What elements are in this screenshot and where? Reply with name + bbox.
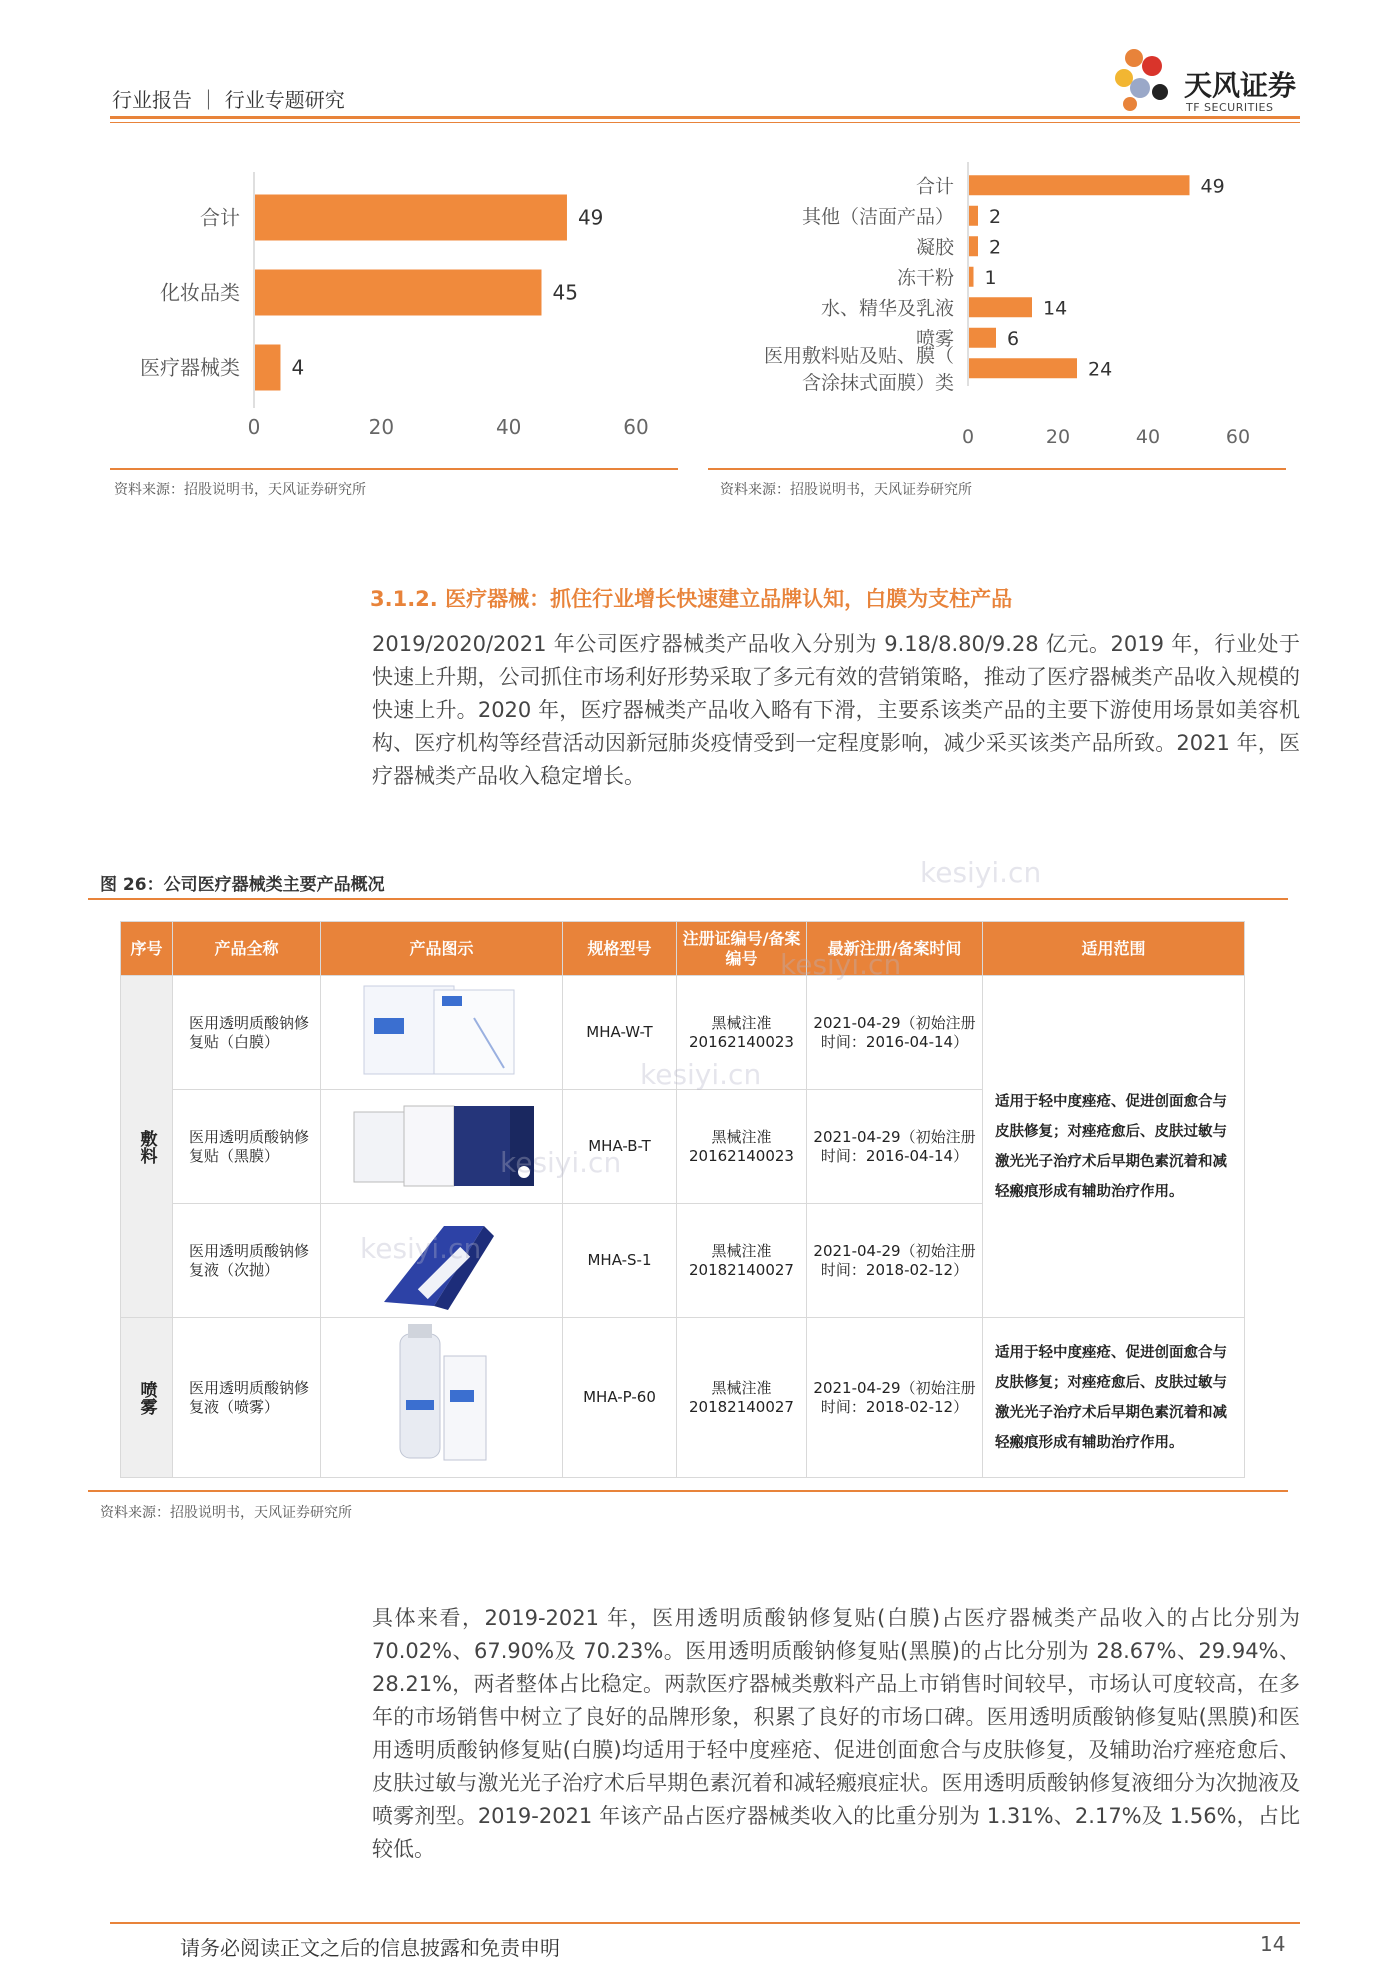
watermark: kesiyi.cn [640,1058,762,1091]
product-name: 医用透明质酸钠修复贴（黑膜） [173,1090,321,1204]
figure-bottom-rule [88,1490,1288,1492]
product-image-white-mask [321,976,563,1090]
category-label: 合计 [200,205,240,230]
product-registration: 黑械注准20182140027 [677,1318,807,1478]
col-header-model: 规格型号 [563,922,677,976]
col-header-image: 产品图示 [321,922,563,976]
product-date: 2021-04-29（初始注册时间：2018-02-12） [807,1318,983,1478]
page-number: 14 [1260,1932,1286,1956]
watermark: kesiyi.cn [920,856,1042,889]
footer-divider [110,1922,1300,1924]
product-name: 医用透明质酸钠修复液（次抛） [173,1204,321,1318]
table-row [121,1318,1245,1478]
product-image-black-mask [321,1090,563,1204]
category-label: 冻干粉 [896,266,954,289]
disclaimer-text: 请务必阅读正文之后的信息披露和免责申明 [180,1936,560,1960]
chart2-source: 资料来源：招股说明书，天风证券研究所 [720,482,972,498]
header-divider-thin [110,122,1300,123]
bar [969,206,978,226]
product-registration: 黑械注准20182140027 [677,1204,807,1318]
data-label: 45 [552,280,578,305]
data-label: 6 [1007,327,1020,350]
category-label: 其他（洁面产品） [801,205,954,228]
product-name: 医用透明质酸钠修复贴（白膜） [173,976,321,1090]
table-header-row [121,922,1245,976]
section-paragraph: 2019/2020/2021 年公司医疗器械类产品收入分别为 9.18/8.80/9.28 亿元。2019 年，行业处于快速上升期，公司抓住市场利好形势采取了多元有效的营销策略，推动了医疗器械类产品收入规模的快速上升。2020 年，医疗器械类产品收入略有下滑，主要系该类产品的主要下游使用场景如美容机构、医疗机构等经营活动因新冠肺炎疫情受到一定程度影响，减少采买该类产品所致。2021 年，医疗器械类产品收入稳定增长。 [372,632,1300,788]
category-label: 合计 [915,175,954,198]
scope-spray: 适用于轻中度痤疮、促进创面愈合与皮肤修复；对痤疮愈后、皮肤过敏与激光光子治疗术后早期色素沉着和减轻瘢痕形成有辅助治疗作用。 [983,1318,1245,1478]
bar [969,175,1190,195]
chart2-bottom-rule [708,468,1286,470]
analysis-paragraph: 具体来看，2019-2021 年，医用透明质酸钠修复贴(白膜)占医疗器械类产品收入的占比分别为 70.02%、67.90%及 70.23%。医用透明质酸钠修复贴(黑膜)的占比分别为 28.67%、29.94%、28.21%，两者整体占比稳定。两款医疗器械类敷料产品上市销售时间较早，市场认可度较高，在多年的市场销售中树立了良好的品牌形象，积累了良好的市场口碑。医用透明质酸钠修复贴(黑膜)和医用透明质酸钠修复贴(白膜)均适用于轻中度痤疮、促进创面愈合与皮肤修复，及辅助治疗痤疮愈后、皮肤过敏与激光光子治疗术后早期色素沉着和减轻瘢痕症状。医用透明质酸钠修复液细分为次抛液及喷雾剂型。2019-2021 年该产品占医疗器械类收入的比重分别为 1.31%、2.17%及 1.56%，占比较低。 [372,1606,1300,1861]
x-tick-label: 60 [1225,426,1251,448]
category-label: 化妆品类 [160,280,240,305]
data-label: 2 [989,205,1002,228]
category-label: 水、精华及乳液 [820,297,954,320]
col-header-date: 最新注册/备案时间 [807,922,983,976]
col-header-index: 序号 [121,922,173,976]
data-label: 14 [1043,297,1068,320]
product-model: MHA-W-T [563,976,677,1090]
x-tick-label: 0 [961,426,975,448]
x-tick-label: 0 [247,415,261,439]
product-image-spray [321,1318,563,1478]
category-spray: 喷雾 [121,1318,173,1478]
col-header-name: 产品全称 [173,922,321,976]
col-header-scope: 适用范围 [983,922,1245,976]
figure-top-rule [88,898,1288,900]
category-label: 喷雾 [915,327,954,350]
x-tick-label: 40 [1135,426,1161,448]
chart-product-count-by-form [700,130,1300,460]
product-table [120,921,1245,1478]
data-label: 24 [1088,358,1113,381]
category-label: 凝胶 [915,236,954,259]
product-name: 医用透明质酸钠修复液（喷雾） [173,1318,321,1478]
product-date: 2021-04-29（初始注册时间：2018-02-12） [807,1204,983,1318]
product-date: 2021-04-29（初始注册时间：2016-04-14） [807,1090,983,1204]
watermark: kesiyi.cn [500,1146,622,1179]
table-row [121,976,1245,1090]
product-registration: 黑械注准20162140023 [677,1090,807,1204]
category-dressing: 敷料 [121,976,173,1318]
header-divider [110,116,1300,119]
data-label: 49 [577,205,604,230]
product-image-ampoule [321,1204,563,1318]
bar [969,328,996,348]
x-tick-label: 40 [495,415,522,439]
x-tick-label: 20 [1045,426,1071,448]
bar [969,297,1032,317]
data-label: 49 [1200,175,1225,198]
watermark: kesiyi.cn [780,948,902,981]
bar [255,195,567,241]
category-label: 医疗器械类 [140,355,240,380]
figure-title: 图 26：公司医疗器械类主要产品概况 [100,875,385,895]
x-tick-label: 20 [368,415,395,439]
watermark: kesiyi.cn [360,1232,482,1265]
bar [255,345,280,391]
bar [969,236,978,256]
report-category: 行业报告 ｜ 行业专题研究 [112,88,345,112]
chart-product-count-by-category [110,130,670,460]
product-model: MHA-B-T [563,1090,677,1204]
chart1-source: 资料来源：招股说明书，天风证券研究所 [114,482,366,498]
category-label: 医用敷料贴及贴、膜（ [763,344,954,367]
product-model: MHA-S-1 [563,1204,677,1318]
x-tick-label: 60 [623,415,649,439]
product-model: MHA-P-60 [563,1318,677,1478]
logo-chinese-name: 天风证券 [1184,69,1297,102]
col-header-registration: 注册证编号/备案编号 [677,922,807,976]
bar [255,270,542,316]
category-label: 含涂抹式面膜）类 [801,371,954,394]
bar [969,358,1077,378]
data-label: 2 [989,236,1002,259]
section-heading: 3.1.2. 医疗器械：抓住行业增长快速建立品牌认知，白膜为支柱产品 [370,587,1013,611]
product-registration: 黑械注准20162140023 [677,976,807,1090]
bar [969,267,974,287]
product-date: 2021-04-29（初始注册时间：2016-04-14） [807,976,983,1090]
logo-english-name: TF SECURITIES [1186,101,1274,114]
data-label: 4 [291,355,305,380]
scope-dressing: 适用于轻中度痤疮、促进创面愈合与皮肤修复；对痤疮愈后、皮肤过敏与激光光子治疗术后早期色素沉着和减轻瘢痕形成有辅助治疗作用。 [983,976,1245,1318]
chart1-bottom-rule [110,468,678,470]
table-source: 资料来源：招股说明书，天风证券研究所 [100,1505,352,1521]
data-label: 1 [984,266,997,289]
